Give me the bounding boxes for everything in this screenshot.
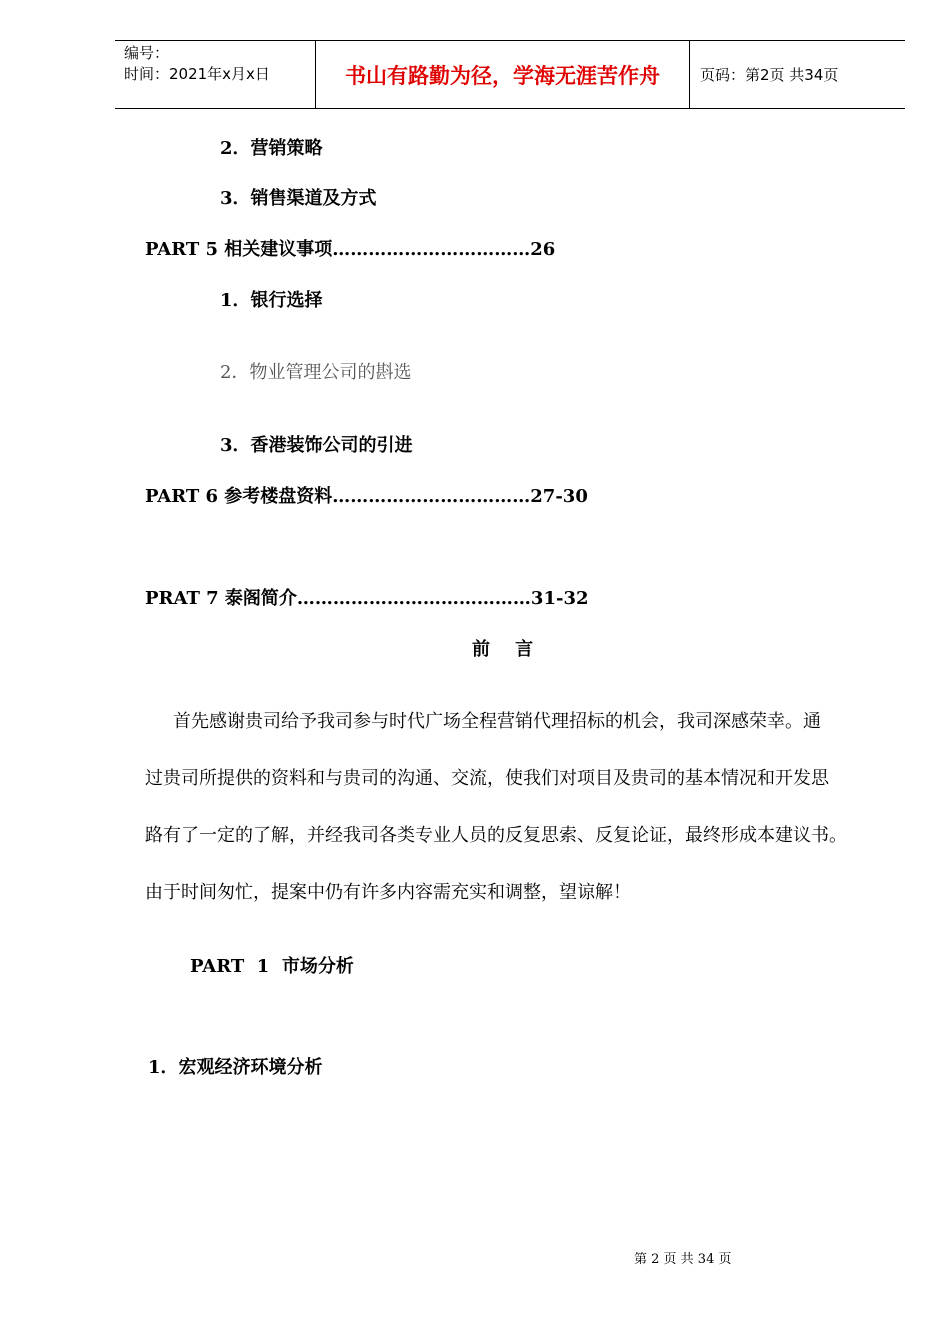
document-date-label: 时间：2021年x月x日: [124, 65, 270, 83]
header-meta-cell: [115, 41, 316, 108]
preface-line-1: 首先感谢贵司给予我司参与时代广场全程营销代理招标的机会，我司深感荣幸。通: [173, 711, 821, 732]
preface-line-2: 过贵司所提供的资料和与贵司的沟通、交流，使我们对项目及贵司的基本情况和开发思: [145, 768, 829, 789]
motto-text: 书山有路勤为径，学海无涯苦作舟: [345, 63, 660, 88]
document-number-label: 编号：: [124, 44, 170, 62]
toc-part5: PART 5 相关建议事项……………………………26: [145, 239, 556, 260]
part1-heading: PART 1 市场分析: [190, 956, 354, 977]
preface-line-3: 路有了一定的了解，并经我司各类专业人员的反复思索、反复论证，最终形成本建议书。: [145, 825, 847, 846]
toc-item-decoration-company: 3．香港装饰公司的引进: [220, 435, 413, 456]
toc-item-sales-channels: 3．销售渠道及方式: [220, 188, 377, 209]
header-motto-cell: [316, 41, 690, 108]
page-header: [115, 40, 905, 109]
toc-item-marketing-strategy: 2．营销策略: [220, 138, 323, 159]
toc-part7: PRAT 7 泰阁简介…………………………………31-32: [145, 588, 589, 609]
toc-item-property-management: 2．物业管理公司的斟选: [220, 362, 412, 383]
toc-item-bank-selection: 1．银行选择: [220, 290, 323, 311]
page-footer: 第 2 页 共 34 页: [634, 1252, 732, 1267]
preface-title: 前 言: [472, 639, 534, 660]
toc-part6: PART 6 参考楼盘资料……………………………27-30: [145, 486, 588, 507]
section-macro-economy: 1．宏观经济环境分析: [148, 1057, 323, 1078]
preface-line-4: 由于时间匆忙，提案中仍有许多内容需充实和调整，望谅解！: [145, 882, 631, 903]
header-page-cell: [690, 41, 905, 108]
header-page-info: 页码：第2页 共34页: [700, 66, 839, 84]
